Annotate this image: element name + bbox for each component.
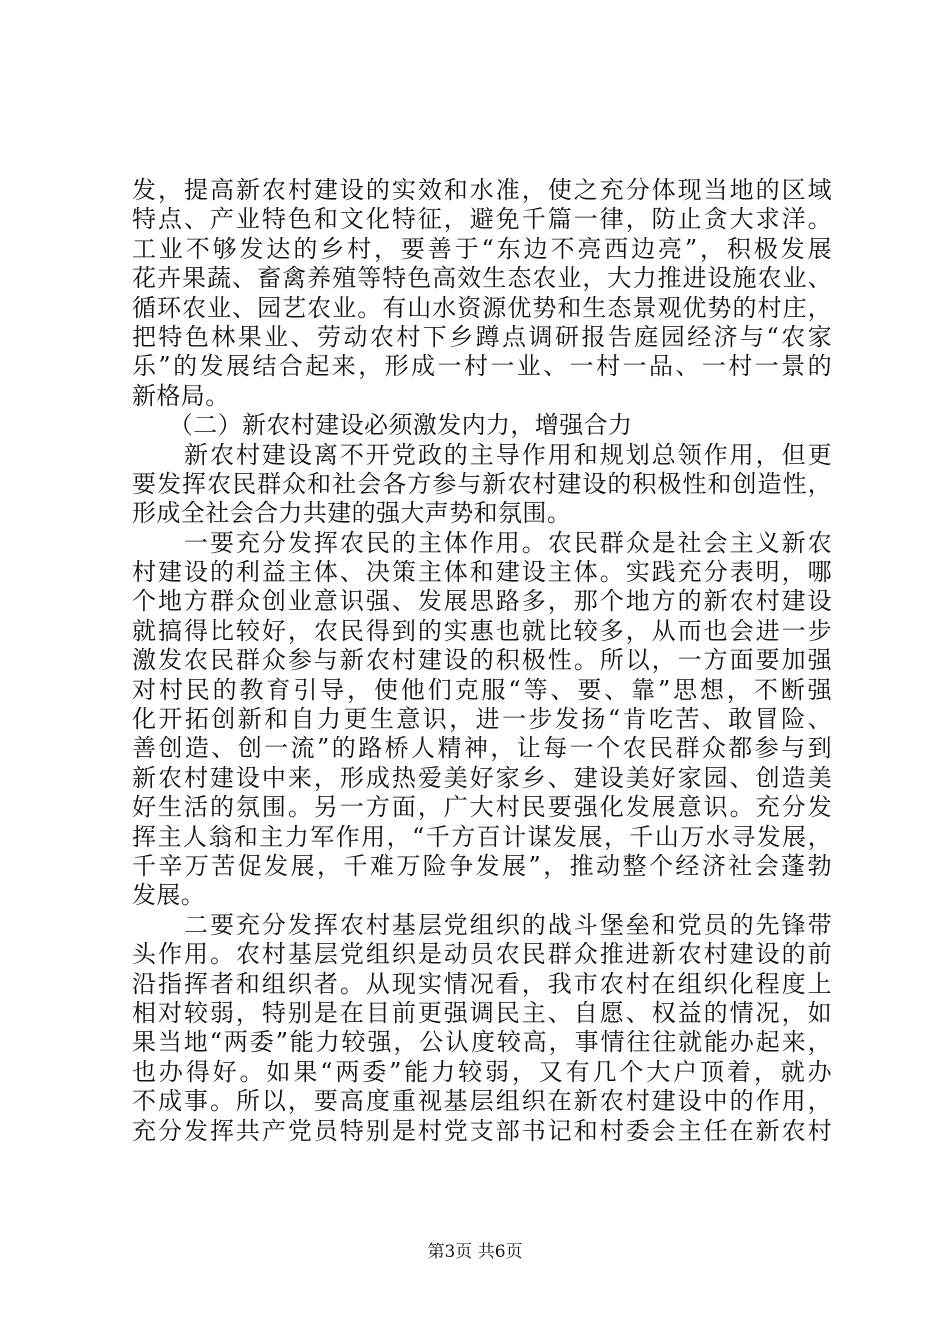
text-line: 千辛万苦促发展，千难万险争发展”，推动整个经济社会蓬勃 — [132, 851, 832, 880]
text-line: 发展。 — [132, 881, 206, 910]
text-line: （二）新农村建设必须激发内力，增强合力 — [132, 411, 633, 440]
text-line: 村建设的利益主体、决策主体和建设主体。实践充分表明，哪 — [132, 558, 832, 587]
text-line: 果当地“两委”能力较强，公认度较高，事情往往就能办起来， — [132, 1028, 832, 1057]
text-line: 头作用。农村基层党组织是动员农民群众推进新农村建设的前 — [132, 940, 832, 969]
page-footer: 第3页 共6页 — [427, 1242, 523, 1262]
text-line: 新农村建设离不开党政的主导作用和规划总领作用，但更 — [132, 440, 832, 469]
text-line: 不成事。所以，要高度重视基层组织在新农村建设中的作用， — [132, 1087, 832, 1116]
text-line: 一要充分发挥农民的主体作用。农民群众是社会主义新农 — [132, 528, 832, 557]
text-line: 要发挥农民群众和社会各方参与新农村建设的积极性和创造性， — [132, 469, 832, 498]
text-line: 新农村建设中来，形成热爱美好家乡、建设美好家园、创造美 — [132, 763, 832, 792]
text-line: 个地方群众创业意识强、发展思路多，那个地方的新农村建设 — [132, 587, 832, 616]
document-body — [132, 176, 832, 1146]
text-line: 把特色林果业、劳动农村下乡蹲点调研报告庭园经济与“农家 — [132, 322, 832, 351]
text-line: 挥主人翁和主力军作用，“千方百计谋发展，千山万水寻发展， — [132, 822, 832, 851]
text-line: 乐”的发展结合起来，形成一村一业、一村一品、一村一景的 — [132, 352, 832, 381]
text-line: 对村民的教育引导，使他们克服“等、要、靠”思想，不断强 — [132, 675, 832, 704]
text-line: 沿指挥者和组织者。从现实情况看，我市农村在组织化程度上 — [132, 969, 832, 998]
text-line: 也办得好。如果“两委”能力较弱，又有几个大户顶着，就办 — [132, 1057, 832, 1086]
text-line: 激发农民群众参与新农村建设的积极性。所以，一方面要加强 — [132, 646, 832, 675]
text-line: 充分发挥共产党员特别是村党支部书记和村委会主任在新农村 — [132, 1116, 832, 1145]
text-line: 善创造、创一流”的路桥人精神，让每一个农民群众都参与到 — [132, 734, 832, 763]
text-line: 就搞得比较好，农民得到的实惠也就比较多，从而也会进一步 — [132, 616, 832, 645]
text-line: 二要充分发挥农村基层党组织的战斗堡垒和党员的先锋带 — [132, 910, 832, 939]
text-line: 工业不够发达的乡村，要善于“东边不亮西边亮”，积极发展 — [132, 234, 832, 263]
text-line: 化开拓创新和自力更生意识，进一步发扬“肯吃苦、敢冒险、 — [132, 705, 832, 734]
text-line: 发，提高新农村建设的实效和水准，使之充分体现当地的区域 — [132, 176, 832, 204]
text-line: 花卉果蔬、畜禽养殖等特色高效生态农业，大力推进设施农业、 — [132, 264, 832, 293]
text-line: 特点、产业特色和文化特征，避免千篇一律，防止贪大求洋。 — [132, 205, 832, 234]
text-line: 形成全社会合力共建的强大声势和氛围。 — [132, 499, 572, 528]
text-line: 好生活的氛围。另一方面，广大村民要强化发展意识。充分发 — [132, 793, 832, 822]
text-line: 相对较弱，特别是在目前更强调民主、自愿、权益的情况，如 — [132, 998, 832, 1027]
text-line: 循环农业、园艺农业。有山水资源优势和生态景观优势的村庄， — [132, 293, 832, 322]
text-line: 新格局。 — [132, 381, 230, 410]
